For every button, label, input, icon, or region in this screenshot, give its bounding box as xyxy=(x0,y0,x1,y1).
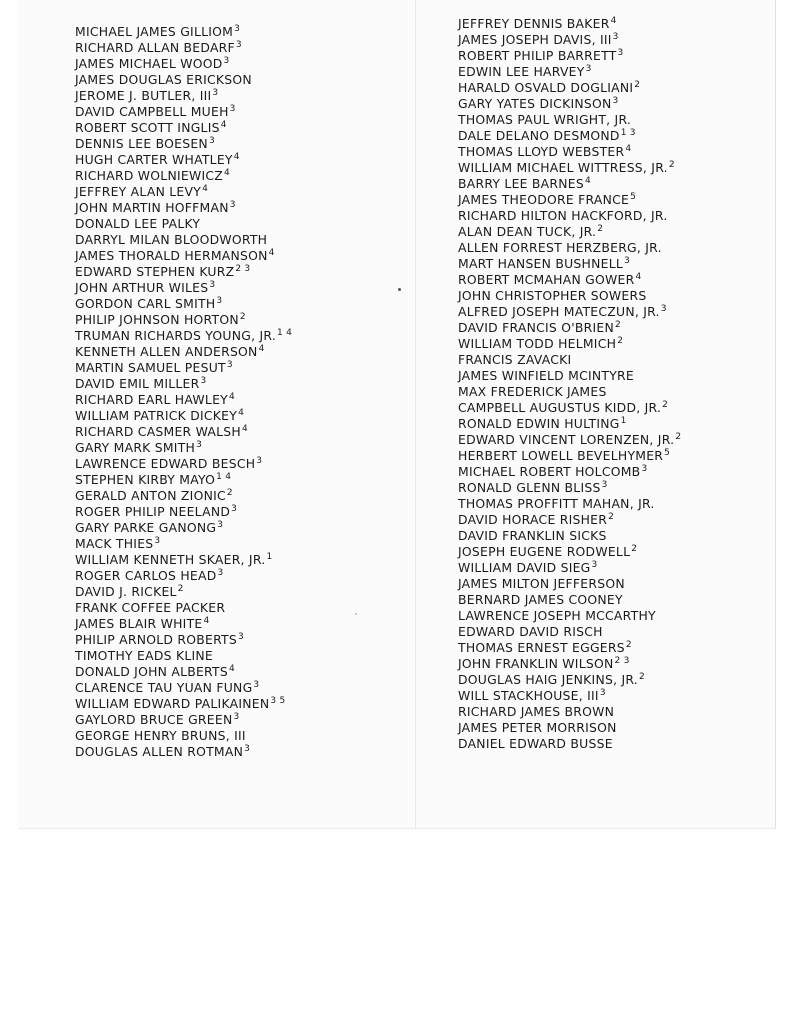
footnote-marker: 3 xyxy=(234,24,241,34)
name-entry xyxy=(75,712,292,728)
person-name: JAMES THEODORE FRANCE xyxy=(458,192,630,207)
name-entry xyxy=(458,272,681,288)
footnote-marker: 3 xyxy=(196,440,203,450)
name-entry xyxy=(75,376,292,392)
person-name: THOMAS ERNEST EGGERS xyxy=(458,640,625,655)
person-name: JAMES BLAIR WHITE xyxy=(75,616,203,631)
footnote-marker: 1 xyxy=(266,552,273,562)
name-entry xyxy=(75,616,292,632)
name-entry xyxy=(75,584,292,600)
footnote-marker: 4 xyxy=(233,152,240,162)
name-entry xyxy=(75,696,292,712)
name-entry xyxy=(458,512,681,528)
footnote-marker: 3 xyxy=(591,560,598,570)
footnote-marker: 1 4 xyxy=(277,328,293,338)
footnote-marker: 4 xyxy=(610,16,617,26)
person-name: DAVID FRANKLIN SICKS xyxy=(458,528,607,543)
name-entry xyxy=(458,320,681,336)
person-name: HERBERT LOWELL BEVELHYMER xyxy=(458,448,664,463)
name-entry xyxy=(458,672,681,688)
name-entry xyxy=(75,232,292,248)
footnote-marker: 1 xyxy=(620,416,627,426)
name-entry xyxy=(75,552,292,568)
name-entry xyxy=(75,488,292,504)
name-entry xyxy=(458,80,681,96)
name-entry xyxy=(75,440,292,456)
person-name: JAMES MILTON JEFFERSON xyxy=(458,576,625,591)
name-entry xyxy=(458,16,681,32)
footnote-marker: 3 xyxy=(641,464,648,474)
footnote-marker: 5 xyxy=(630,192,637,202)
footnote-marker: 2 xyxy=(177,584,184,594)
name-entry xyxy=(458,688,681,704)
person-name: RICHARD ALLAN BEDARF xyxy=(75,40,235,55)
person-name: MICHAEL JAMES GILLIOM xyxy=(75,24,234,39)
name-entry xyxy=(458,736,681,752)
footnote-marker: 2 xyxy=(638,672,645,682)
person-name: ROBERT MCMAHAN GOWER xyxy=(458,272,635,287)
person-name: DAVID J. RICKEL xyxy=(75,584,177,599)
person-name: JAMES WINFIELD MCINTYRE xyxy=(458,368,634,383)
name-entry xyxy=(458,576,681,592)
name-entry xyxy=(75,72,292,88)
footnote-marker: 4 xyxy=(242,424,248,434)
person-name: GARY YATES DICKINSON xyxy=(458,96,612,111)
person-name: DONALD JOHN ALBERTS xyxy=(75,664,228,679)
name-entry xyxy=(458,528,681,544)
name-entry xyxy=(458,240,681,256)
person-name: JEFFREY ALAN LEVY xyxy=(75,184,202,199)
footnote-marker: 3 xyxy=(216,296,223,306)
name-entry xyxy=(458,208,681,224)
person-name: MAX FREDERICK JAMES xyxy=(458,384,607,399)
person-name: WILLIAM TODD HELMICH xyxy=(458,336,617,351)
person-name: WILLIAM MICHAEL WITTRESS, JR. xyxy=(458,160,668,175)
footnote-marker: 3 xyxy=(208,136,215,146)
person-name: TRUMAN RICHARDS YOUNG, JR. xyxy=(75,328,277,343)
footnote-marker: 3 xyxy=(217,520,224,530)
footnote-marker: 2 xyxy=(617,336,624,346)
footnote-marker: 3 xyxy=(233,712,240,722)
name-entry xyxy=(458,48,681,64)
person-name: LAWRENCE JOSEPH MCCARTHY xyxy=(458,608,656,623)
footnote-marker: 3 xyxy=(617,48,624,58)
person-name: FRANCIS ZAVACKI xyxy=(458,352,572,367)
name-entry xyxy=(458,384,681,400)
name-entry xyxy=(75,56,292,72)
footnote-marker: 3 xyxy=(612,96,619,106)
person-name: JOHN MARTIN HOFFMAN xyxy=(75,200,229,215)
name-entry xyxy=(75,600,292,616)
person-name: RONALD EDWIN HULTING xyxy=(458,416,620,431)
person-name: GARY MARK SMITH xyxy=(75,440,196,455)
footnote-marker: 4 xyxy=(203,616,210,626)
person-name: EDWARD VINCENT LORENZEN, JR. xyxy=(458,432,675,447)
footnote-marker: 4 xyxy=(228,392,235,402)
name-entry xyxy=(75,24,292,40)
person-name: STEPHEN KIRBY MAYO xyxy=(75,472,216,487)
name-entry xyxy=(75,280,292,296)
footnote-marker: 2 xyxy=(631,544,638,554)
footnote-marker: 2 xyxy=(614,320,621,330)
person-name: JAMES MICHAEL WOOD xyxy=(75,56,223,71)
person-name: DARRYL MILAN BLOODWORTH xyxy=(75,232,268,247)
person-name: JOHN FRANKLIN WILSON xyxy=(458,656,614,671)
person-name: CLARENCE TAU YUAN FUNG xyxy=(75,680,253,695)
name-entry xyxy=(458,544,681,560)
name-entry xyxy=(458,176,681,192)
name-entry xyxy=(458,192,681,208)
person-name: DONALD LEE PALKY xyxy=(75,216,201,231)
footnote-marker: 4 xyxy=(238,408,245,418)
person-name: DAVID FRANCIS O'BRIEN xyxy=(458,320,614,335)
name-entry xyxy=(458,432,681,448)
person-name: PHILIP ARNOLD ROBERTS xyxy=(75,632,237,647)
name-entry xyxy=(458,416,681,432)
person-name: THOMAS LLOYD WEBSTER xyxy=(458,144,625,159)
name-entry xyxy=(75,456,292,472)
person-name: ALLEN FORREST HERZBERG, JR. xyxy=(458,240,662,255)
person-name: GARY PARKE GANONG xyxy=(75,520,217,535)
name-entry xyxy=(75,680,292,696)
name-entry xyxy=(75,728,292,744)
footnote-marker: 4 xyxy=(625,144,632,154)
footnote-marker: 3 xyxy=(237,632,244,642)
name-entry xyxy=(75,136,292,152)
footnote-marker: 4 xyxy=(258,344,265,354)
person-name: WILLIAM EDWARD PALIKAINEN xyxy=(75,696,270,711)
footnote-marker: 3 xyxy=(235,40,242,50)
person-name: JAMES DOUGLAS ERICKSON xyxy=(75,72,252,87)
person-name: RICHARD WOLNIEWICZ xyxy=(75,168,224,183)
name-entry xyxy=(75,328,292,344)
person-name: EDWARD STEPHEN KURZ xyxy=(75,264,235,279)
name-entry xyxy=(75,152,292,168)
name-entry xyxy=(75,344,292,360)
footnote-marker: 3 xyxy=(601,480,608,490)
footnote-marker: 1 4 xyxy=(216,472,232,482)
footnote-marker: 2 xyxy=(239,312,246,322)
footnote-marker: 3 xyxy=(229,104,236,114)
name-entry xyxy=(75,184,292,200)
person-name: ALFRED JOSEPH MATECZUN, JR. xyxy=(458,304,660,319)
footnote-marker: 3 xyxy=(660,304,667,314)
footnote-marker: 5 xyxy=(664,448,671,458)
person-name: DALE DELANO DESMOND xyxy=(458,128,620,143)
person-name: MICHAEL ROBERT HOLCOMB xyxy=(458,464,641,479)
person-name: RICHARD JAMES BROWN xyxy=(458,704,615,719)
footnote-marker: 2 3 xyxy=(235,264,251,274)
person-name: HARALD OSVALD DOGLIANI xyxy=(458,80,634,95)
name-entry xyxy=(75,200,292,216)
person-name: THOMAS PROFFITT MAHAN, JR. xyxy=(458,496,655,511)
name-entry xyxy=(458,640,681,656)
person-name: ROGER CARLOS HEAD xyxy=(75,568,217,583)
name-entry xyxy=(458,656,681,672)
name-entry xyxy=(458,496,681,512)
name-entry xyxy=(458,352,681,368)
name-entry xyxy=(75,216,292,232)
person-name: DANIEL EDWARD BUSSE xyxy=(458,736,613,751)
person-name: TIMOTHY EADS KLINE xyxy=(75,648,213,663)
person-name: RONALD GLENN BLISS xyxy=(458,480,601,495)
name-entry xyxy=(458,224,681,240)
name-entry xyxy=(458,608,681,624)
footnote-marker: 3 xyxy=(231,504,238,514)
person-name: KENNETH ALLEN ANDERSON xyxy=(75,344,258,359)
person-name: ROBERT SCOTT INGLIS xyxy=(75,120,220,135)
person-name: ROGER PHILIP NEELAND xyxy=(75,504,231,519)
person-name: LAWRENCE EDWARD BESCH xyxy=(75,456,256,471)
footnote-marker: 3 xyxy=(217,568,224,578)
person-name: DAVID CAMPBELL MUEH xyxy=(75,104,229,119)
person-name: JEFFREY DENNIS BAKER xyxy=(458,16,610,31)
name-entry xyxy=(75,632,292,648)
footnote-marker: 3 xyxy=(624,256,630,266)
name-entry xyxy=(75,424,292,440)
person-name: JAMES THORALD HERMANSON xyxy=(75,248,268,263)
person-name: WILLIAM PATRICK DICKEY xyxy=(75,408,238,423)
footnote-marker: 4 xyxy=(202,184,209,194)
footnote-marker: 3 xyxy=(244,744,251,754)
person-name: MART HANSEN BUSHNELL xyxy=(458,256,624,271)
name-entry xyxy=(458,96,681,112)
footnote-marker: 3 xyxy=(612,32,619,42)
person-name: DAVID EMIL MILLER xyxy=(75,376,200,391)
person-name: BERNARD JAMES COONEY xyxy=(458,592,623,607)
name-entry xyxy=(75,296,292,312)
footnote-marker: 3 xyxy=(223,56,230,66)
name-entry xyxy=(458,592,681,608)
footnote-marker: 3 xyxy=(229,200,236,210)
person-name: BARRY LEE BARNES xyxy=(458,176,584,191)
person-name: DOUGLAS HAIG JENKINS, JR. xyxy=(458,672,638,687)
person-name: EDWARD DAVID RISCH xyxy=(458,624,603,639)
person-name: WILLIAM KENNETH SKAER, JR. xyxy=(75,552,266,567)
name-entry xyxy=(75,504,292,520)
person-name: CAMPBELL AUGUSTUS KIDD, JR. xyxy=(458,400,662,415)
footnote-marker: 2 xyxy=(226,488,233,498)
name-entry xyxy=(75,312,292,328)
name-entry xyxy=(75,168,292,184)
name-entry xyxy=(458,464,681,480)
name-entry xyxy=(75,744,292,760)
name-entry xyxy=(458,256,681,272)
name-entry xyxy=(75,104,292,120)
name-entry xyxy=(458,288,681,304)
footnote-marker: 2 xyxy=(625,640,632,650)
name-entry xyxy=(458,704,681,720)
name-entry xyxy=(75,520,292,536)
name-entry xyxy=(75,472,292,488)
person-name: ROBERT PHILIP BARRETT xyxy=(458,48,617,63)
footnote-marker: 3 xyxy=(599,688,606,698)
person-name: GEORGE HENRY BRUNS, III xyxy=(75,728,246,743)
person-name: JOSEPH EUGENE RODWELL xyxy=(458,544,631,559)
person-name: RICHARD EARL HAWLEY xyxy=(75,392,228,407)
ink-speck xyxy=(398,288,401,291)
name-entry xyxy=(458,624,681,640)
name-entry xyxy=(458,112,681,128)
person-name: HUGH CARTER WHATLEY xyxy=(75,152,233,167)
person-name: JOHN CHRISTOPHER SOWERS xyxy=(458,288,647,303)
name-entry xyxy=(75,408,292,424)
footnote-marker: 2 xyxy=(675,432,682,442)
person-name: JAMES JOSEPH DAVIS, III xyxy=(458,32,612,47)
name-entry xyxy=(75,568,292,584)
footnote-marker: 3 xyxy=(200,376,207,386)
name-entry xyxy=(75,536,292,552)
name-entry xyxy=(75,120,292,136)
footnote-marker: 2 xyxy=(668,160,675,170)
name-entry xyxy=(458,448,681,464)
person-name: WILLIAM DAVID SIEG xyxy=(458,560,591,575)
name-entry xyxy=(75,40,292,56)
footnote-marker: 3 xyxy=(253,680,260,690)
person-name: ALAN DEAN TUCK, JR. xyxy=(458,224,597,239)
person-name: MACK THIES xyxy=(75,536,154,551)
footnote-marker: 3 xyxy=(226,360,233,370)
footnote-marker: 2 xyxy=(634,80,641,90)
name-entry xyxy=(75,392,292,408)
footnote-marker: 4 xyxy=(635,272,642,282)
person-name: GERALD ANTON ZIONIC xyxy=(75,488,226,503)
footnote-marker: 3 xyxy=(212,88,219,98)
name-entry xyxy=(75,264,292,280)
footnote-marker: 3 xyxy=(585,64,592,74)
name-entry xyxy=(458,32,681,48)
person-name: JOHN ARTHUR WILES xyxy=(75,280,209,295)
person-name: RICHARD HILTON HACKFORD, JR. xyxy=(458,208,668,223)
footnote-marker: 2 xyxy=(662,400,669,410)
footnote-marker: 4 xyxy=(268,248,275,258)
name-entry xyxy=(458,368,681,384)
person-name: THOMAS PAUL WRIGHT, JR. xyxy=(458,112,632,127)
person-name: JAMES PETER MORRISON xyxy=(458,720,617,735)
ink-speck xyxy=(355,613,357,615)
person-name: GAYLORD BRUCE GREEN xyxy=(75,712,233,727)
footnote-marker: 4 xyxy=(228,664,235,674)
names-column-left xyxy=(75,24,292,760)
person-name: JEROME J. BUTLER, III xyxy=(75,88,212,103)
name-entry xyxy=(458,400,681,416)
names-column-right xyxy=(458,16,681,752)
person-name: GORDON CARL SMITH xyxy=(75,296,216,311)
footnote-marker: 3 xyxy=(154,536,161,546)
person-name: DOUGLAS ALLEN ROTMAN xyxy=(75,744,244,759)
name-entry xyxy=(458,160,681,176)
footnote-marker: 3 xyxy=(209,280,216,290)
name-entry xyxy=(458,560,681,576)
name-entry xyxy=(75,664,292,680)
footnote-marker: 2 3 xyxy=(614,656,630,666)
name-entry xyxy=(458,304,681,320)
footnote-marker: 4 xyxy=(584,176,591,186)
person-name: PHILIP JOHNSON HORTON xyxy=(75,312,239,327)
footnote-marker: 2 xyxy=(608,512,615,522)
name-entry xyxy=(75,360,292,376)
name-entry xyxy=(458,336,681,352)
footnote-marker: 2 xyxy=(597,224,604,234)
footnote-marker: 1 3 xyxy=(620,128,636,138)
person-name: FRANK COFFEE PACKER xyxy=(75,600,226,615)
person-name: EDWIN LEE HARVEY xyxy=(458,64,585,79)
footnote-marker: 3 xyxy=(256,456,263,466)
name-entry xyxy=(458,720,681,736)
name-entry xyxy=(458,144,681,160)
name-entry xyxy=(75,248,292,264)
page-fold-line xyxy=(415,0,416,828)
name-entry xyxy=(75,648,292,664)
person-name: RICHARD CASMER WALSH xyxy=(75,424,241,439)
name-entry xyxy=(458,480,681,496)
person-name: DENNIS LEE BOESEN xyxy=(75,136,208,151)
name-entry xyxy=(75,88,292,104)
person-name: DAVID HORACE RISHER xyxy=(458,512,608,527)
footnote-marker: 3 5 xyxy=(270,696,286,706)
name-entry xyxy=(458,64,681,80)
footnote-marker: 4 xyxy=(220,120,227,130)
name-entry xyxy=(458,128,681,144)
person-name: MARTIN SAMUEL PESUT xyxy=(75,360,226,375)
footnote-marker: 4 xyxy=(224,168,230,178)
person-name: WILL STACKHOUSE, III xyxy=(458,688,599,703)
